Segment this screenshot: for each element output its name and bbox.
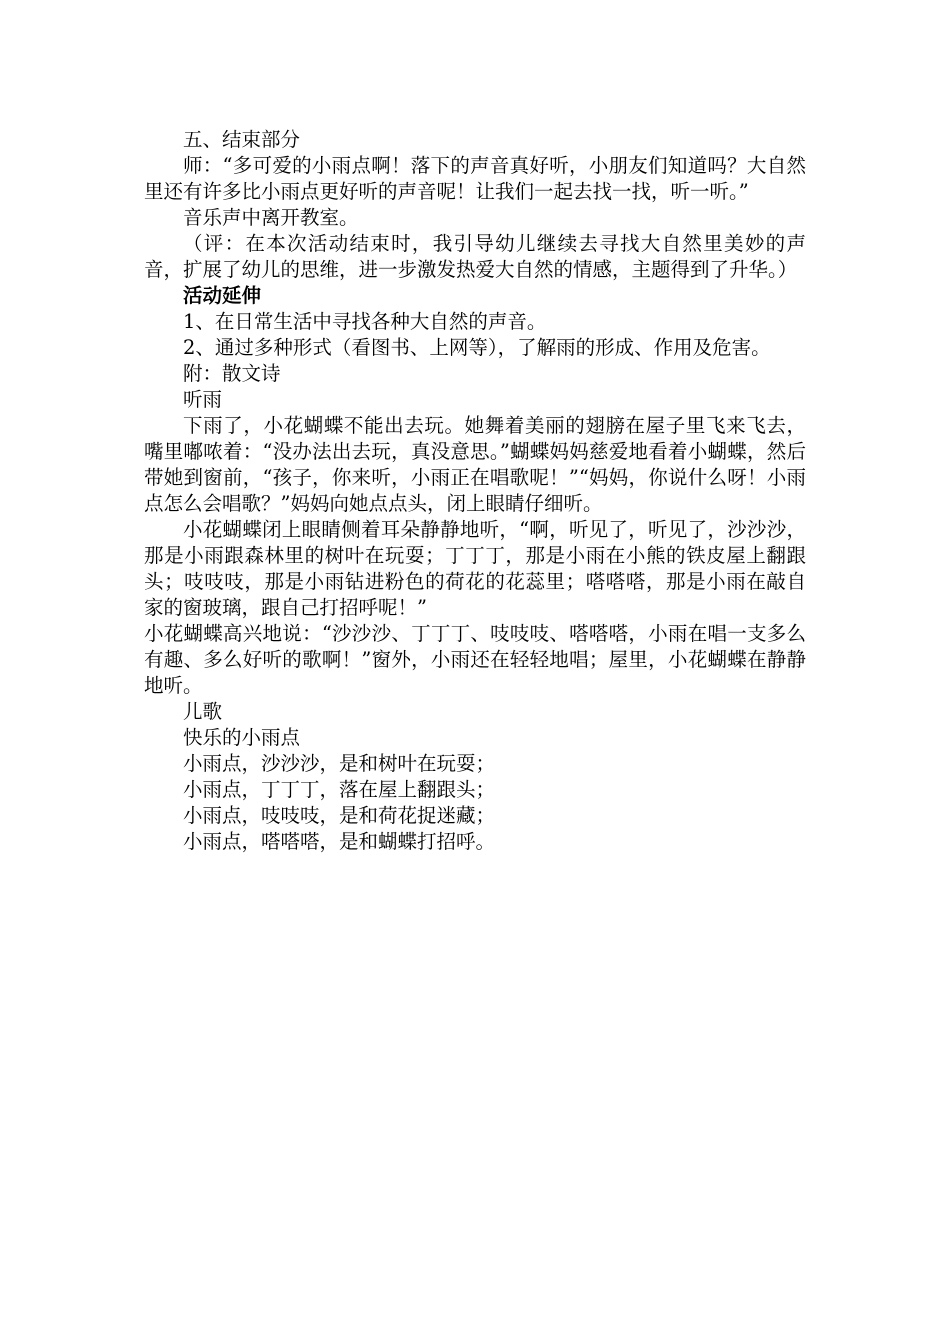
- prose-paragraph: 小花蝴蝶高兴地说：“沙沙沙、丁丁丁、吱吱吱、嗒嗒嗒，小雨在唱一支多么有趣、多么好听的歌啊！”窗外，小雨还在轻轻地唱；屋里，小花蝴蝶在静静地听。: [144, 622, 806, 697]
- rhyme-line: 小雨点，吱吱吱，是和荷花捉迷藏；: [183, 804, 496, 827]
- rhyme-heading: 儿歌: [183, 700, 223, 723]
- section-heading: 五、结束部分: [183, 128, 301, 151]
- rhyme-line: 小雨点，沙沙沙，是和树叶在玩耍；: [183, 752, 496, 775]
- poem-title: 听雨: [183, 388, 223, 411]
- prose-paragraph: 小花蝴蝶闭上眼睛侧着耳朵静静地听，“啊，听见了，听见了，沙沙沙，那是小雨跟森林里的树叶在玩耍；丁丁丁，那是小雨在小熊的铁皮屋上翻跟头；吱吱吱，那是小雨钻进粉色的荷花的花蕊里；嗒嗒嗒，那是小雨在敲自家的窗玻璃，跟自己打招呼呢！”: [144, 518, 806, 619]
- list-item: 1、在日常生活中寻找各种大自然的声音。: [183, 310, 547, 333]
- extension-heading: 活动延伸: [183, 284, 262, 307]
- teacher-speech: 师：“多可爱的小雨点啊！落下的声音真好听，小朋友们知道吗？大自然里还有许多比小雨点更好听的声音呢！让我们一起去找一找，听一听。”: [144, 154, 806, 203]
- rhyme-line: 小雨点，丁丁丁，落在屋上翻跟头；: [183, 778, 496, 801]
- rhyme-line: 小雨点，嗒嗒嗒，是和蝴蝶打招呼。: [183, 830, 496, 853]
- paragraph: 音乐声中离开教室。: [183, 206, 359, 229]
- comment-paragraph: （评：在本次活动结束时，我引导幼儿继续去寻找大自然里美妙的声音，扩展了幼儿的思维，进一步激发热爱大自然的情感，主题得到了升华。）: [144, 232, 806, 281]
- document-page: [144, 127, 806, 855]
- appendix-heading: 附：散文诗: [183, 362, 281, 385]
- prose-paragraph: 下雨了，小花蝴蝶不能出去玩。她舞着美丽的翅膀在屋子里飞来飞去，嘴里嘟哝着：“没办法出去玩，真没意思。”蝴蝶妈妈慈爱地看着小蝴蝶，然后带她到窗前，“孩子，你来听，小雨正在唱歌呢！”“妈妈，你说什么呀！小雨点怎么会唱歌？”妈妈向她点点头，闭上眼睛仔细听。: [144, 414, 806, 515]
- list-item: 2、通过多种形式（看图书、上网等），了解雨的形成、作用及危害。: [183, 336, 771, 359]
- rhyme-title: 快乐的小雨点: [183, 726, 301, 749]
